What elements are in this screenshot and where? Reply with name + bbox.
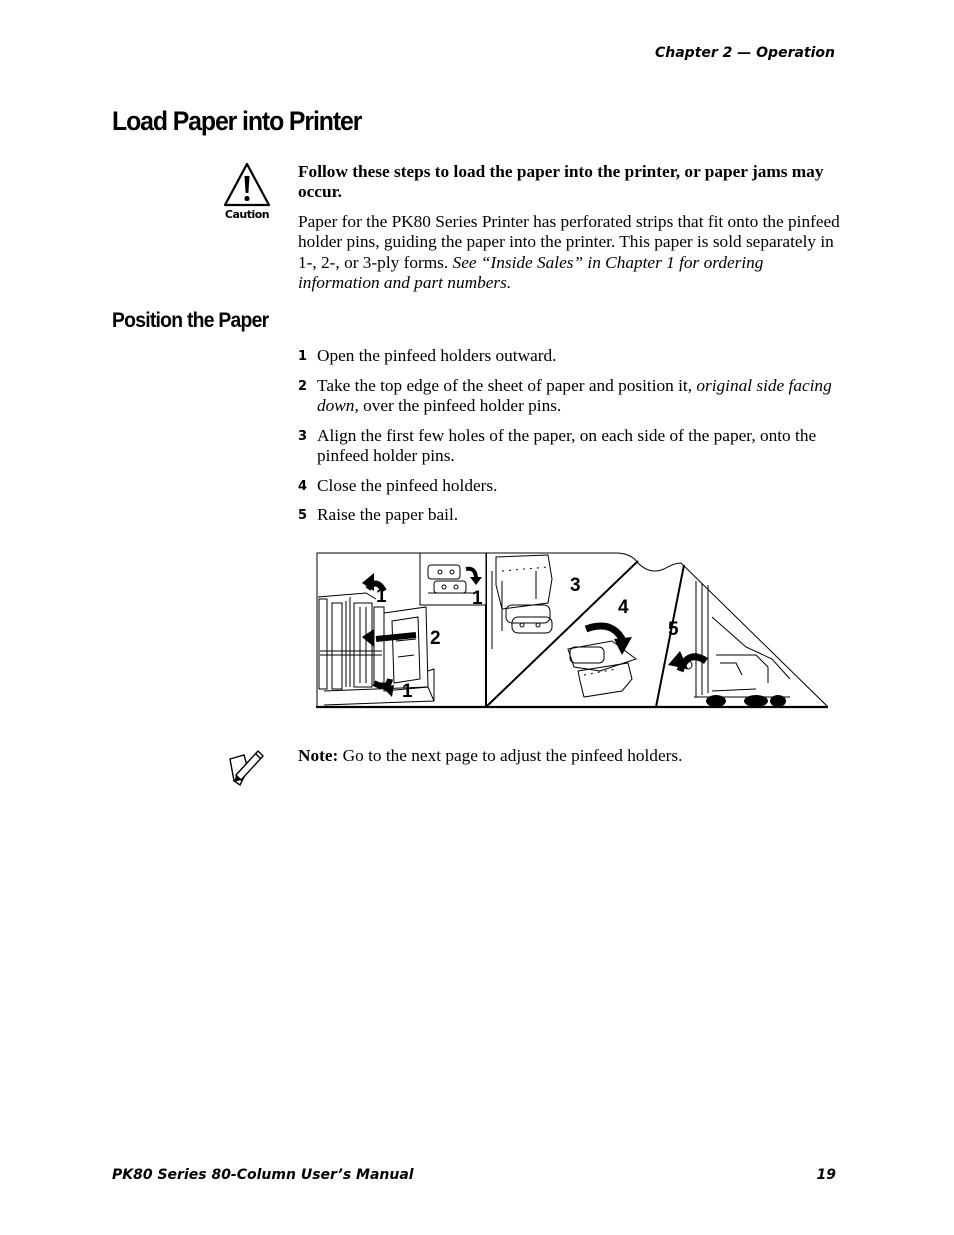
step-item <box>298 476 844 496</box>
step-item <box>298 505 844 525</box>
paper-loading-illustration <box>316 551 828 709</box>
caution-icon <box>222 161 272 227</box>
step-text: Take the top edge of the sheet of paper and position it, <box>317 375 697 395</box>
step-text: Raise the paper bail. <box>317 505 459 525</box>
step-number: 3 <box>298 428 308 444</box>
note-text: Go to the next page to adjust the pinfeed holders. <box>338 746 683 765</box>
figure-label: 1 <box>472 588 483 609</box>
caution-paragraph <box>298 212 843 294</box>
caution-label: Caution <box>224 208 270 221</box>
figure-label: 2 <box>430 628 441 649</box>
step-number: 2 <box>298 378 308 394</box>
step-list <box>298 346 844 535</box>
note-label: Note: <box>298 746 339 765</box>
note-pencil-icon <box>226 745 266 787</box>
caution-paragraph-text: Paper for the PK80 Series Printer has perforated strips that fit onto the pinfeed holder pins, guiding the paper into the printer. This paper is sold separately in 1-, 2-, or 3-ply forms. <box>298 212 840 272</box>
figure-label: 1 <box>402 681 413 702</box>
figure-label: 4 <box>618 597 629 618</box>
step-item <box>298 426 844 467</box>
page-title: Load Paper into Printer <box>112 106 362 136</box>
page-number: 19 <box>816 1167 836 1183</box>
step-text: Close the pinfeed holders. <box>317 475 498 495</box>
step-text: Open the pinfeed holders outward. <box>317 346 557 365</box>
figure-label: 1 <box>376 586 387 607</box>
note <box>298 746 843 766</box>
figure-label: 3 <box>570 575 581 596</box>
step-number: 5 <box>298 508 308 524</box>
section-title: Position the Paper <box>112 309 269 332</box>
caution-paragraph-reference: See “Inside Sales” in Chapter 1 for ordering information and part numbers. <box>298 252 764 293</box>
step-number: 1 <box>298 349 308 364</box>
figure-label: 5 <box>668 619 679 640</box>
running-header: Chapter 2 — Operation <box>654 45 835 61</box>
step-text: , over the pinfeed holder pins. <box>354 396 562 415</box>
step-text: Align the first few holes of the paper, on each side of the paper, onto the pinfeed holder pins. <box>317 425 817 465</box>
step-text-emphasis: original side facing down <box>317 375 832 415</box>
step-number: 4 <box>298 478 308 494</box>
caution-warning-text: Follow these steps to load the paper into the printer, or paper jams may occur. <box>298 162 824 202</box>
footer-manual-title: PK80 Series 80-Column User’s Manual <box>112 1167 414 1183</box>
step-item <box>298 376 844 417</box>
step-item <box>298 346 844 366</box>
